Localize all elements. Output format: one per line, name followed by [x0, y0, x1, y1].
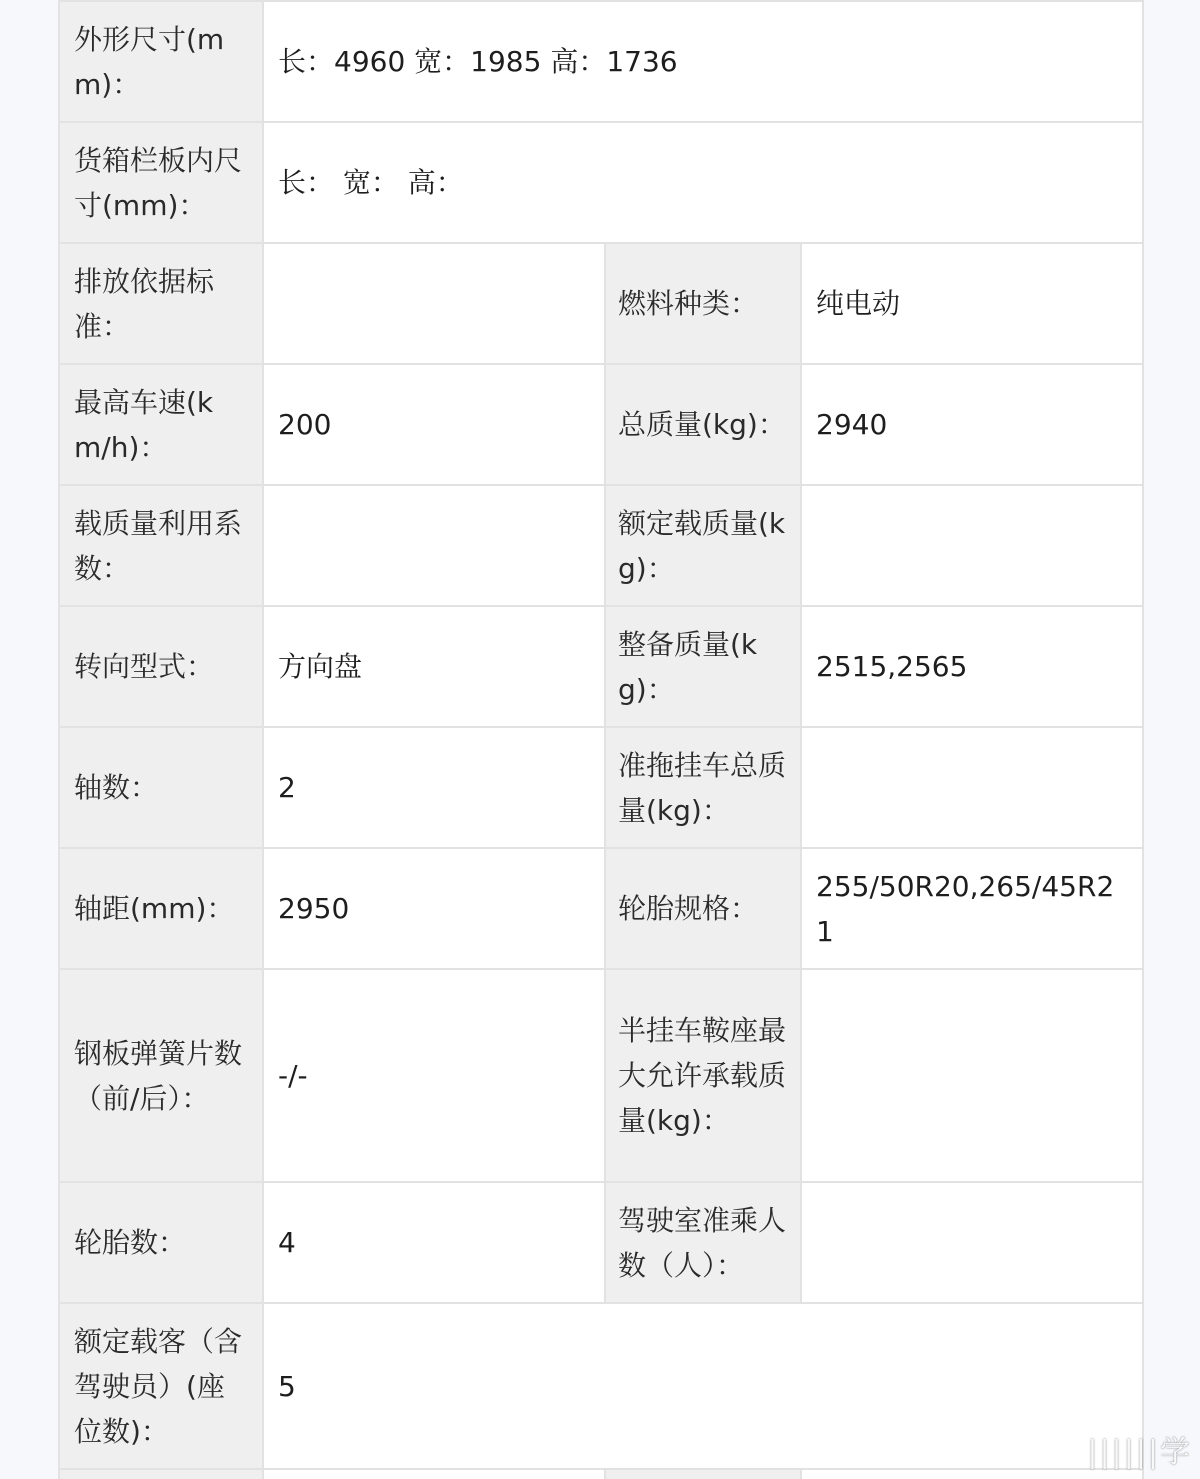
- spec-value: 2515,2565: [801, 606, 1143, 727]
- spec-value: [263, 485, 605, 606]
- spec-row-seats: [59, 1303, 1143, 1469]
- spec-label: 最高车速(km/h)：: [59, 364, 263, 485]
- spec-value: 方向盘: [263, 606, 605, 727]
- spec-label: 半挂车鞍座最大允许承载质量(kg)：: [605, 969, 801, 1182]
- spec-row-speed-mass: [59, 364, 1143, 485]
- spec-value: [263, 243, 605, 364]
- spec-value: 2940: [801, 364, 1143, 485]
- spec-value: [263, 1469, 605, 1479]
- spec-row-cargo-box: [59, 122, 1143, 243]
- page-margin-left: [0, 0, 59, 1479]
- spec-row-tire-count-cab: [59, 1182, 1143, 1303]
- spec-label: 额定载质量(kg)：: [605, 485, 801, 606]
- spec-row-wheelbase-tires: [59, 848, 1143, 969]
- spec-label: [605, 1469, 801, 1479]
- spec-label: 轮胎规格：: [605, 848, 801, 969]
- spec-label: 排放依据标准：: [59, 243, 263, 364]
- spec-row-springs-saddle: [59, 969, 1143, 1182]
- spec-value: 200: [263, 364, 605, 485]
- spec-row-axles-trailer: [59, 727, 1143, 848]
- spec-label: 钢板弹簧片数（前/后）：: [59, 969, 263, 1182]
- spec-row-partial: [59, 1469, 1143, 1479]
- spec-value: 长：4960 宽：1985 高：1736: [263, 1, 1143, 122]
- spec-label: 整备质量(kg)：: [605, 606, 801, 727]
- spec-label: 总质量(kg)：: [605, 364, 801, 485]
- spec-value: [801, 969, 1143, 1182]
- spec-row-steering-curb: [59, 606, 1143, 727]
- spec-row-dimensions: [59, 1, 1143, 122]
- spec-row-load-factor: [59, 485, 1143, 606]
- spec-label: [59, 1469, 263, 1479]
- spec-value: [801, 727, 1143, 848]
- spec-value: 2950: [263, 848, 605, 969]
- spec-label: 转向型式：: [59, 606, 263, 727]
- spec-label: 轮胎数：: [59, 1182, 263, 1303]
- spec-value: [801, 1182, 1143, 1303]
- spec-label: 准拖挂车总质量(kg)：: [605, 727, 801, 848]
- spec-label: 燃料种类：: [605, 243, 801, 364]
- spec-value: 4: [263, 1182, 605, 1303]
- spec-value: 纯电动: [801, 243, 1143, 364]
- spec-label: 额定载客（含驾驶员）(座位数)：: [59, 1303, 263, 1469]
- spec-label: 载质量利用系数：: [59, 485, 263, 606]
- spec-value: 2: [263, 727, 605, 848]
- spec-value: 长： 宽： 高：: [263, 122, 1143, 243]
- spec-label: 驾驶室准乘人数（人）：: [605, 1182, 801, 1303]
- spec-row-emission-fuel: [59, 243, 1143, 364]
- page-margin-right: [1143, 0, 1200, 1479]
- spec-label: 货箱栏板内尺寸(mm)：: [59, 122, 263, 243]
- spec-value: 255/50R20,265/45R21: [801, 848, 1143, 969]
- spec-label: 轴数：: [59, 727, 263, 848]
- watermark-logo: ||||||学: [1087, 1435, 1192, 1470]
- vehicle-spec-table: [58, 0, 1144, 1479]
- spec-value: -/-: [263, 969, 605, 1182]
- spec-label: 外形尺寸(mm)：: [59, 1, 263, 122]
- spec-value: 5: [263, 1303, 1143, 1469]
- spec-value: [801, 485, 1143, 606]
- spec-label: 轴距(mm)：: [59, 848, 263, 969]
